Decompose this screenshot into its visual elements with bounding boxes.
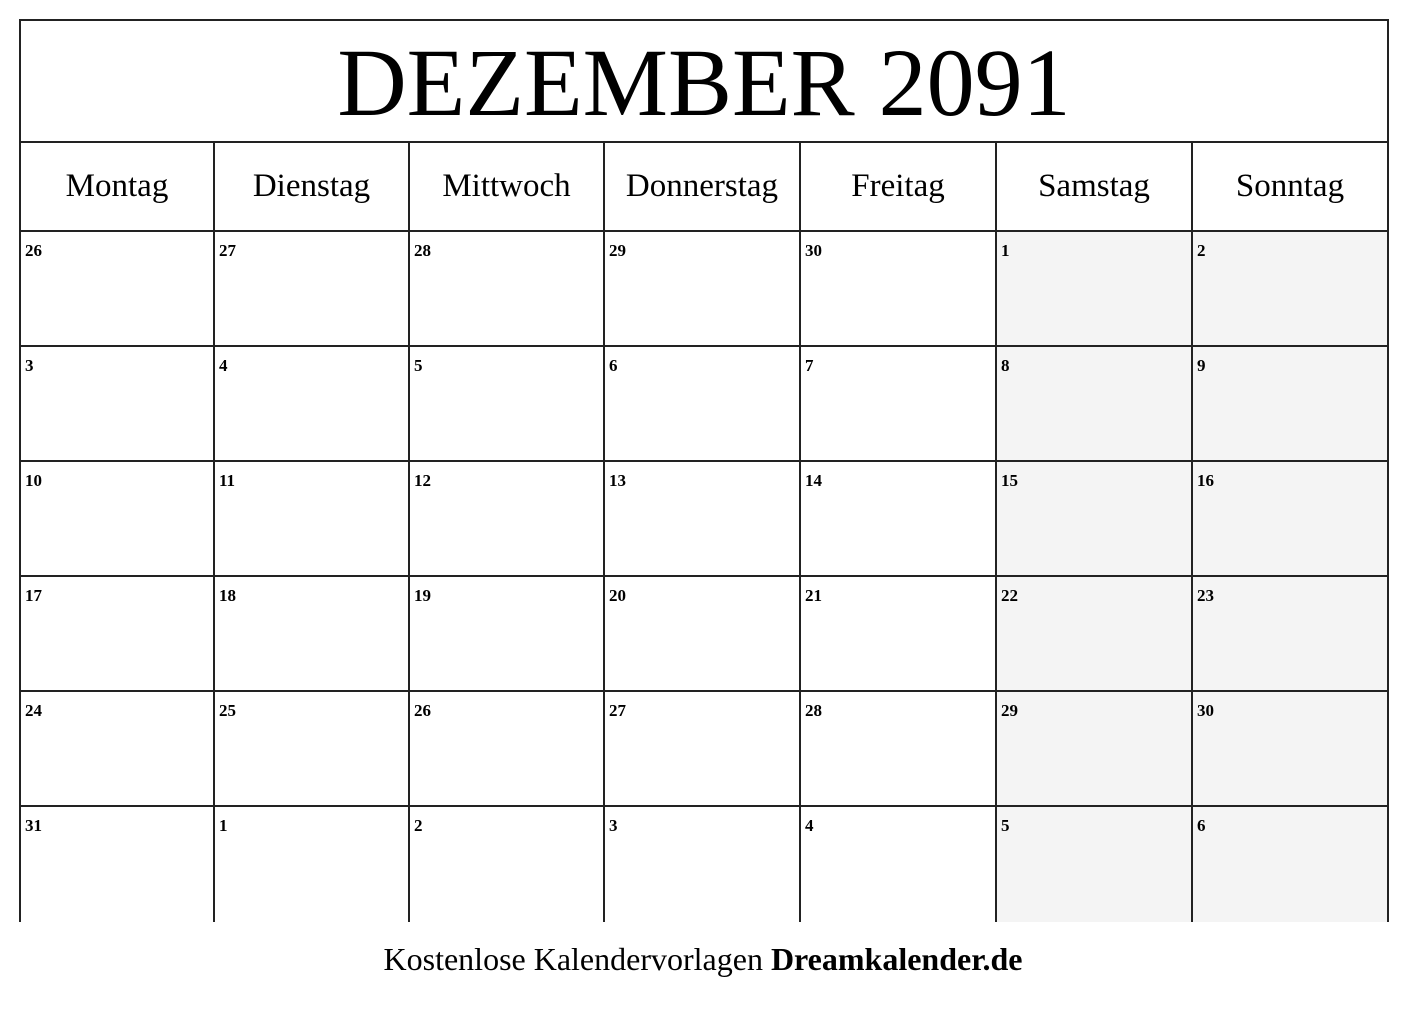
day-cell xyxy=(215,807,410,922)
day-cell xyxy=(605,462,801,577)
day-cell xyxy=(801,692,997,807)
calendar-title: DEZEMBER 2091 xyxy=(337,29,1071,136)
day-cell xyxy=(215,577,410,692)
day-cell-weekend xyxy=(1193,462,1387,577)
day-cell xyxy=(410,577,605,692)
day-cell xyxy=(605,692,801,807)
day-number: 29 xyxy=(609,241,626,260)
day-cell xyxy=(410,347,605,462)
day-cell-weekend xyxy=(997,692,1193,807)
title-bar xyxy=(21,21,1387,143)
day-cell xyxy=(801,347,997,462)
day-cell xyxy=(21,692,215,807)
day-number: 12 xyxy=(414,471,431,490)
day-number: 2 xyxy=(414,816,423,835)
day-number: 15 xyxy=(1001,471,1018,490)
day-number: 21 xyxy=(805,586,822,605)
day-cell xyxy=(410,232,605,347)
day-number: 26 xyxy=(25,241,42,260)
day-cell xyxy=(605,577,801,692)
day-cell-weekend xyxy=(1193,232,1387,347)
day-number: 27 xyxy=(219,241,236,260)
day-number: 25 xyxy=(219,701,236,720)
day-cell xyxy=(605,807,801,922)
day-number: 13 xyxy=(609,471,626,490)
day-number: 31 xyxy=(25,816,42,835)
day-cell xyxy=(21,577,215,692)
day-cell xyxy=(215,232,410,347)
day-cell-weekend xyxy=(997,807,1193,922)
day-number: 28 xyxy=(414,241,431,260)
day-cell xyxy=(410,692,605,807)
calendar-grid xyxy=(21,143,1387,922)
day-number: 2 xyxy=(1197,241,1206,260)
day-number: 1 xyxy=(1001,241,1010,260)
day-number: 26 xyxy=(414,701,431,720)
day-number: 20 xyxy=(609,586,626,605)
day-number: 8 xyxy=(1001,356,1010,375)
day-number: 23 xyxy=(1197,586,1214,605)
day-cell-weekend xyxy=(1193,577,1387,692)
day-cell-weekend xyxy=(1193,692,1387,807)
weekday-saturday: Samstag xyxy=(997,143,1193,232)
day-number: 27 xyxy=(609,701,626,720)
day-cell xyxy=(605,232,801,347)
day-number: 6 xyxy=(1197,816,1206,835)
day-number: 1 xyxy=(219,816,228,835)
day-number: 30 xyxy=(805,241,822,260)
calendar xyxy=(19,19,1389,922)
weekday-friday: Freitag xyxy=(801,143,997,232)
day-number: 17 xyxy=(25,586,42,605)
day-number: 18 xyxy=(219,586,236,605)
day-number: 9 xyxy=(1197,356,1206,375)
day-number: 4 xyxy=(219,356,228,375)
day-cell xyxy=(215,347,410,462)
day-number: 29 xyxy=(1001,701,1018,720)
day-cell-weekend xyxy=(997,577,1193,692)
day-cell xyxy=(410,462,605,577)
day-cell xyxy=(21,807,215,922)
weekday-sunday: Sonntag xyxy=(1193,143,1387,232)
weekday-monday: Montag xyxy=(21,143,215,232)
day-cell-weekend xyxy=(1193,807,1387,922)
weekday-wednesday: Mittwoch xyxy=(410,143,605,232)
day-number: 22 xyxy=(1001,586,1018,605)
day-number: 16 xyxy=(1197,471,1214,490)
day-number: 3 xyxy=(609,816,618,835)
day-number: 11 xyxy=(219,471,236,490)
day-number: 28 xyxy=(805,701,822,720)
day-cell-weekend xyxy=(1193,347,1387,462)
footer-brand: Dreamkalender.de xyxy=(770,941,1023,977)
day-cell xyxy=(21,347,215,462)
day-cell xyxy=(801,807,997,922)
day-cell xyxy=(801,577,997,692)
day-cell xyxy=(21,232,215,347)
day-number: 19 xyxy=(414,586,431,605)
day-number: 5 xyxy=(1001,816,1010,835)
day-number: 10 xyxy=(25,471,42,490)
day-number: 30 xyxy=(1197,701,1214,720)
weekday-tuesday: Dienstag xyxy=(215,143,410,232)
day-cell-weekend xyxy=(997,462,1193,577)
day-cell xyxy=(21,462,215,577)
day-number: 5 xyxy=(414,356,423,375)
day-cell xyxy=(410,807,605,922)
day-cell xyxy=(215,692,410,807)
day-cell xyxy=(215,462,410,577)
day-cell xyxy=(801,232,997,347)
weekday-thursday: Donnerstag xyxy=(605,143,801,232)
day-cell xyxy=(801,462,997,577)
day-number: 4 xyxy=(805,816,814,835)
day-cell xyxy=(605,347,801,462)
day-number: 6 xyxy=(609,356,618,375)
day-cell-weekend xyxy=(997,347,1193,462)
day-number: 24 xyxy=(25,701,42,720)
day-cell-weekend xyxy=(997,232,1193,347)
footer xyxy=(0,940,1406,978)
day-number: 14 xyxy=(805,471,822,490)
footer-text: Kostenlose Kalendervorlagen xyxy=(383,941,763,977)
day-number: 3 xyxy=(25,356,34,375)
day-number: 7 xyxy=(805,356,814,375)
